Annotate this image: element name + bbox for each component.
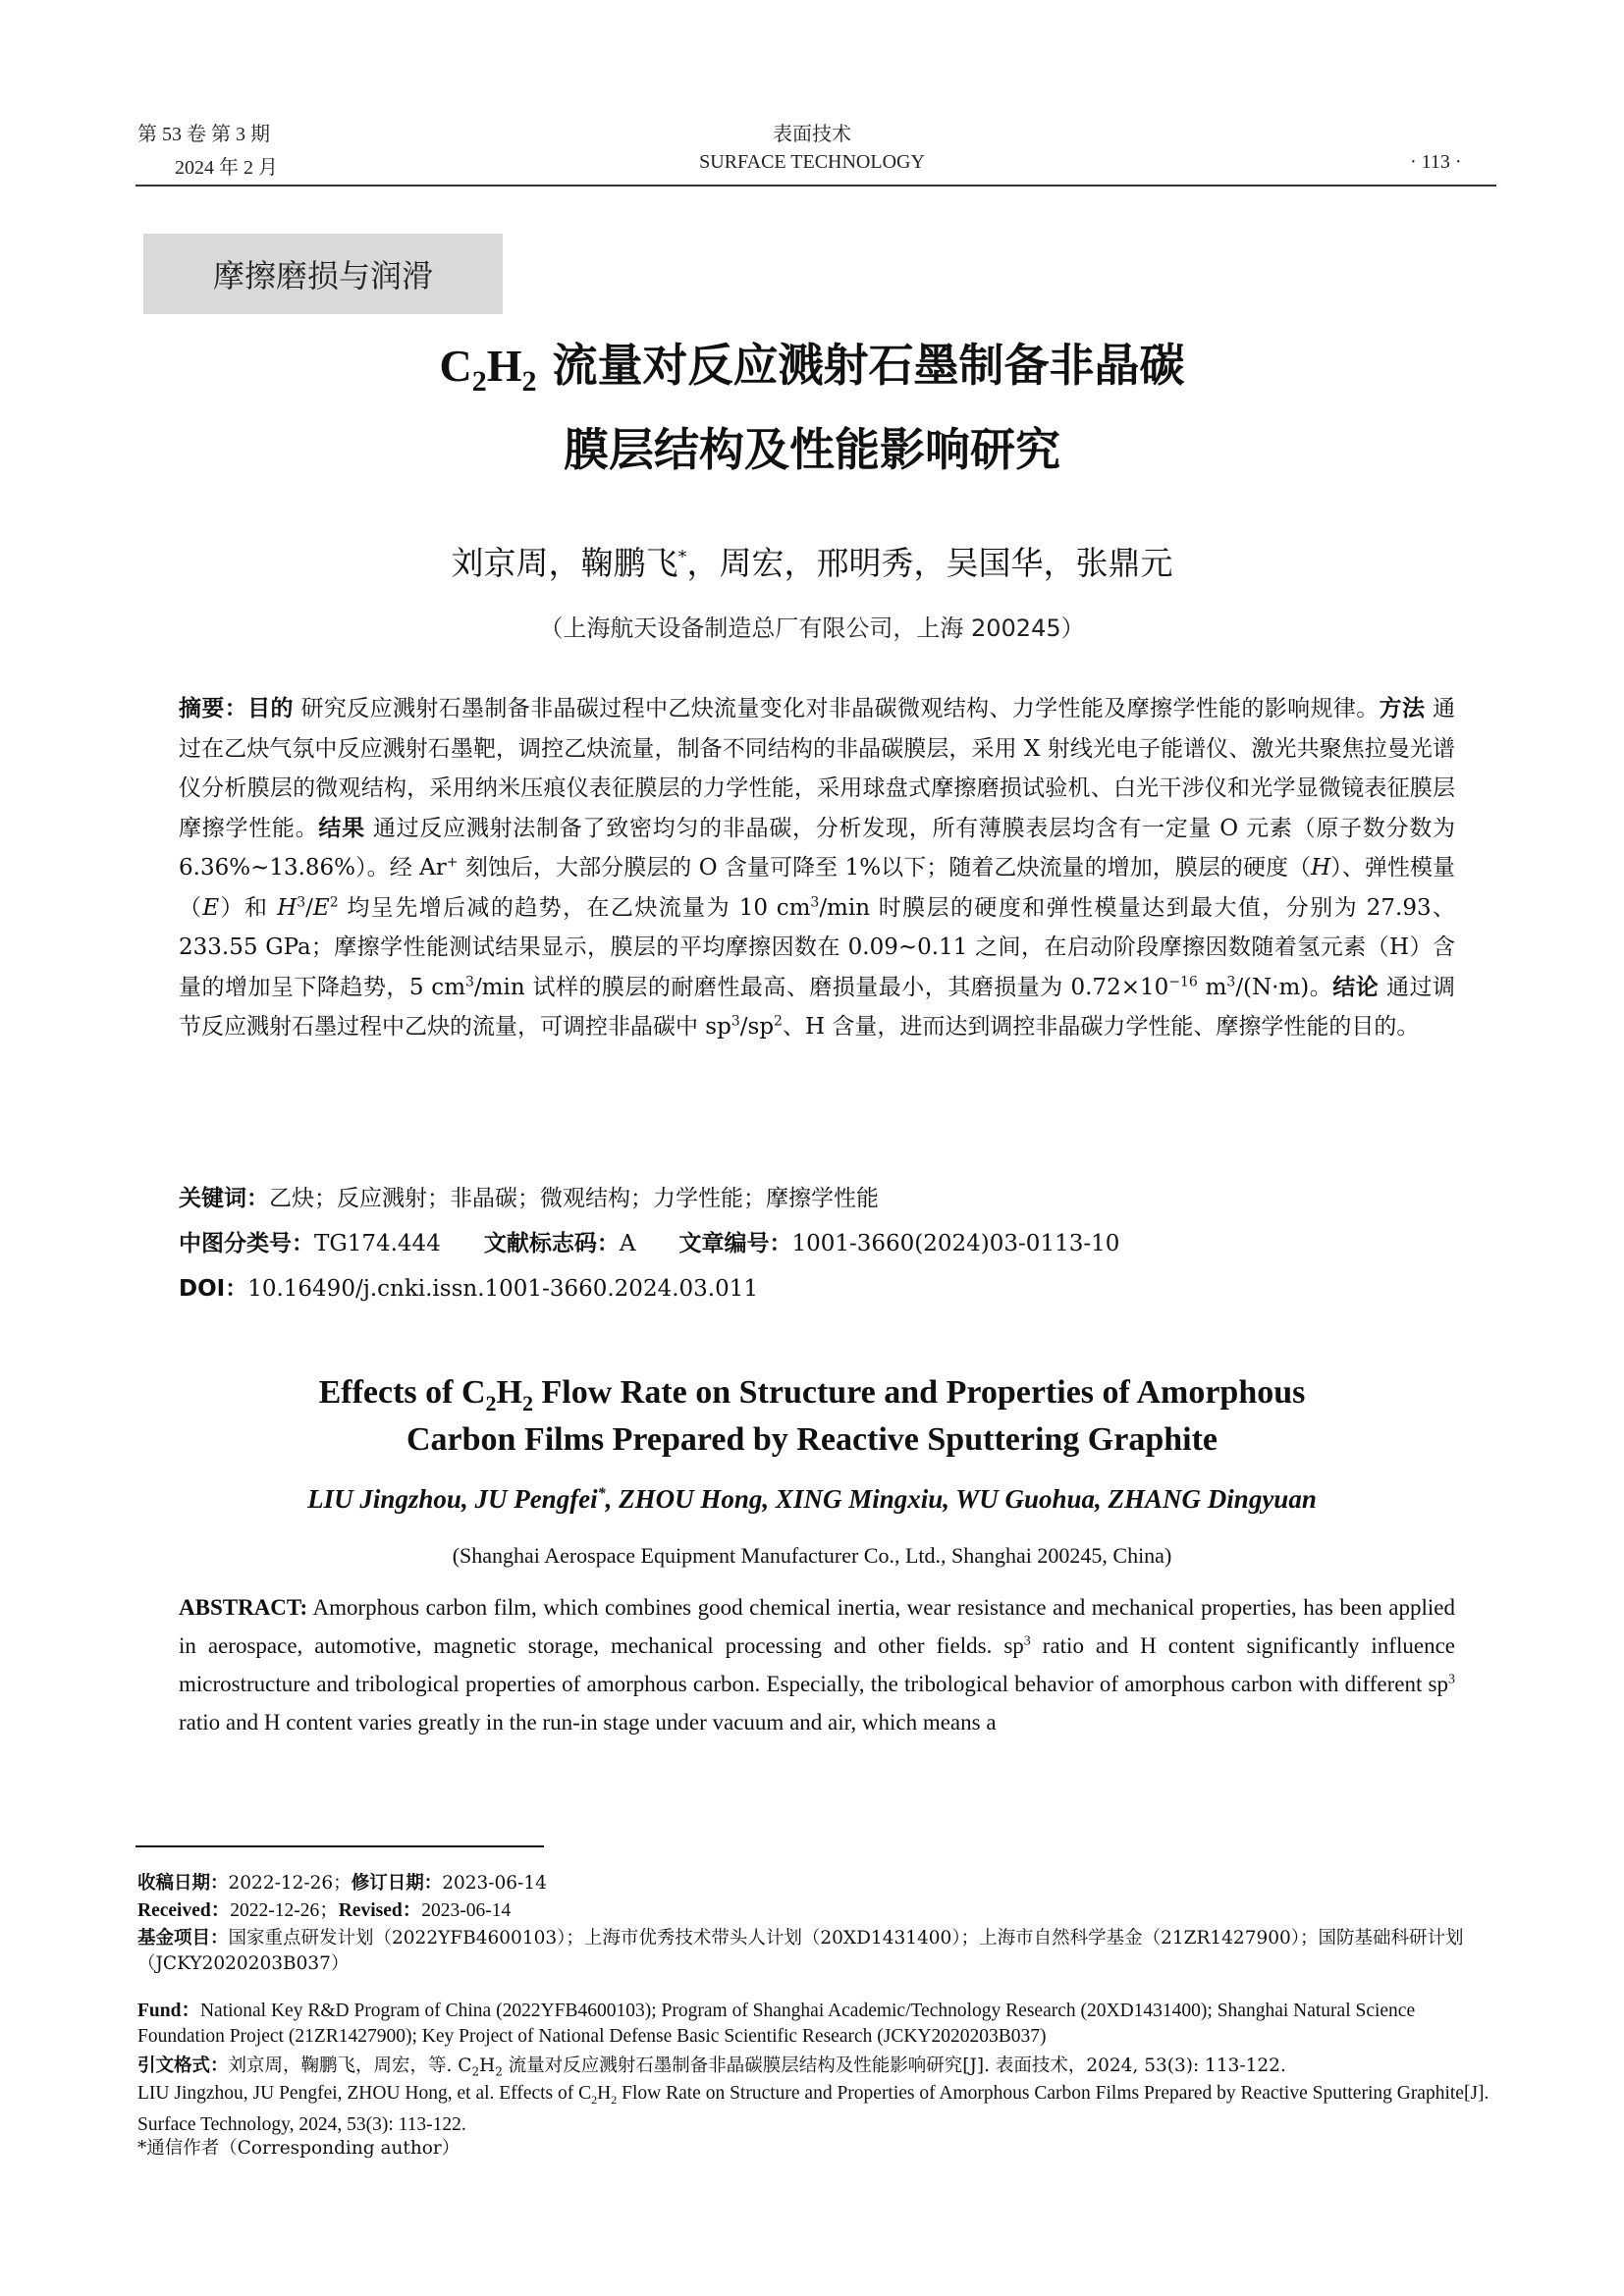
footnote-citation-en: [137, 2081, 1502, 2138]
fn-value: 2022-12-26；: [228, 1873, 352, 1894]
authors-en-part1: LIU Jingzhou, JU Pengfei: [307, 1484, 598, 1514]
fn-label: 引文格式：: [137, 2056, 229, 2076]
abstract-en-sup: 3: [1448, 1672, 1455, 1687]
abstract-purpose: 研究反应溅射石墨制备非晶碳过程中乙炔流量变化对非晶碳微观结构、力学性能及摩擦学性能的影响规律。: [293, 696, 1380, 721]
title-zh-formula-h-sub: 2: [521, 365, 537, 399]
header-volume: 第 53 卷 第 3 期: [137, 124, 270, 145]
fn-value: National Key R&D Program of China (2022YFB4600103); Program of Shanghai Academic/Technology Research (20XD1431400); Shanghai Natural Science Foundation Project (21ZR1427900); Key Project of National Defense Basic Scientific Research (JCKY2020203B037): [137, 2001, 1416, 2047]
abstract-sup: +: [446, 854, 459, 871]
doi-value[interactable]: 10.16490/j.cnki.issn.1001-3660.2024.03.011: [247, 1276, 758, 1302]
fn-value: 国家重点研发计划（2022YFB4600103）；上海市优秀技术带头人计划（20XD1431400）；上海市自然科学基金（21ZR1427900）；国防基础科研计划（JCKY2020203B037）: [137, 1928, 1464, 1974]
affiliation-zh: （上海航天设备制造总厂有限公司，上海 200245）: [539, 614, 1085, 642]
abstract-en-label: ABSTRACT:: [179, 1595, 308, 1620]
abstract-method: 通过在乙炔气氛中反应溅射石墨靶，调控乙炔流量，制备不同结构的非晶碳膜层，采用 X 射线光电子能谱仪、激光共聚焦拉曼光谱仪分析膜层的微观结构，采用纳米压痕仪表征膜层的力学性能，采用球盘式摩擦磨损试验机、白光干涉仪和光学显微镜表征膜层摩擦学性能。: [179, 696, 1456, 841]
title-zh-formula-c: C: [439, 341, 472, 391]
title-zh-line2: 膜层结构及性能影响研究: [564, 423, 1060, 476]
abstract-conclusion-label: 结论: [1332, 974, 1380, 1000]
abstract-en-text: ratio and H content varies greatly in the run-in stage under vacuum and air, which means a: [179, 1710, 997, 1735]
title-en-part: Flow Rate on Structure and Properties of Amorphous: [533, 1374, 1306, 1411]
fn-value: H: [597, 2083, 612, 2104]
keywords: [179, 1180, 879, 1212]
keywords-label: 关键词：: [179, 1186, 269, 1211]
authors-zh-part1: 刘京周，鞠鹏飞: [451, 544, 678, 582]
clc-value: TG174.444: [314, 1231, 441, 1256]
doi: [179, 1270, 758, 1303]
corresponding-mark: *: [677, 547, 687, 567]
classification: [179, 1225, 1119, 1257]
abstract-en-text: Amorphous carbon film, which combines good chemical inertia, wear resistance and mechanical properties, has been applied in aerospace, automotive, magnetic storage, mechanical processing and other fields. sp: [179, 1595, 1455, 1658]
title-zh-formula-c-sub: 2: [471, 365, 487, 399]
article-number-value: 1001-3660(2024)03-0113-10: [791, 1231, 1120, 1256]
header-journal-zh: 表面技术: [773, 124, 851, 145]
authors-zh-part2: ，周宏，邢明秀，吴国华，张鼎元: [686, 544, 1173, 582]
fn-label: 基金项目：: [137, 1928, 229, 1949]
abstract-result-text: 通过反应溅射法制备了致密均匀的非晶碳，分析发现，所有薄膜表层均含有一定量 O 元素（原子数分数为 6.36%~13.86%）。经 Ar: [179, 815, 1456, 881]
title-zh-line1-text: 流量对反应溅射石墨制备非晶碳: [536, 339, 1185, 392]
title-en-line1: [0, 1374, 1624, 1416]
fn-label: 收稿日期：: [137, 1873, 229, 1894]
doi-label: DOI：: [179, 1276, 248, 1302]
symbol-modulus: E: [202, 894, 220, 921]
abstract-conclusion: /sp: [739, 1014, 775, 1040]
symbol-hardness: H: [1311, 855, 1331, 881]
authors-zh: [0, 538, 1624, 584]
abstract-result-text: /min 试样的膜层的耐磨性最高、磨损量最小，其磨损量为 0.72×10: [473, 974, 1169, 1000]
abstract-conclusion: 通过调节反应溅射石墨过程中乙炔的流量，可调控非晶碳中 sp: [179, 974, 1455, 1040]
section-tag: 摩擦磨损与润滑: [143, 234, 503, 314]
footnote-corresponding: *通信作者（Corresponding author）: [137, 2138, 460, 2159]
authors-en: [0, 1484, 1624, 1515]
abstract-result-text: /(N·m)。: [1235, 974, 1333, 1000]
article-number-label: 文章编号：: [678, 1231, 792, 1256]
abstract-result-text: m: [1197, 974, 1227, 1000]
abstract-en: [179, 1588, 1455, 1741]
clc-label: 中图分类号：: [179, 1231, 314, 1256]
fn-value: H: [479, 2056, 496, 2076]
fn-value: 2023-06-14: [442, 1873, 547, 1894]
fn-sub: 2: [591, 2092, 598, 2107]
title-zh-formula-h: H: [486, 341, 522, 391]
fn-value: 流量对反应溅射石墨制备非晶碳膜层结构及性能影响研究[J]. 表面技术，2024, 53(3): 113-122.: [502, 2056, 1286, 2076]
abstract-sup: 2: [774, 1013, 783, 1030]
fn-sub: 2: [611, 2092, 618, 2107]
footnote-received-zh: [137, 1871, 1502, 1896]
title-en-part: H: [496, 1374, 522, 1411]
header-journal-en: SURFACE TECHNOLOGY: [699, 151, 925, 173]
abstract-result-text: ）和: [219, 894, 278, 921]
footnote-fund-en: [137, 1999, 1502, 2049]
fn-sub: 2: [495, 2064, 503, 2079]
footnote-fund-zh: [137, 1926, 1502, 1976]
fn-label: Received：: [137, 1900, 231, 1921]
abstract-conclusion: 、H 含量，进而达到调控非晶碳力学性能、摩擦学性能的目的。: [782, 1014, 1420, 1040]
title-en-part: Effects of C: [318, 1374, 486, 1411]
abstract-method-label: 方法: [1379, 696, 1426, 721]
fn-value: 2022-12-26；: [230, 1900, 339, 1921]
corresponding-mark-en: *: [597, 1485, 606, 1502]
footnote-received-en: [137, 1898, 1502, 1924]
fn-label: Revised：: [338, 1900, 422, 1921]
header-page-number: · 113 ·: [1410, 151, 1462, 173]
header-rule: [135, 185, 1496, 187]
abstract-result-text: /min 时膜层的硬度和弹性模量达到最大值，分别为 27.93、233.55 GPa；摩擦学性能测试结果显示，膜层的平均摩擦因数在 0.09~0.11 之间，在启动阶段摩擦因数随着氢元素（H）含量的增加呈下降趋势，5 cm: [179, 894, 1456, 1000]
abstract-sup: 3: [1226, 973, 1236, 989]
abstract-zh-label: 摘要：: [179, 696, 248, 721]
doc-code-value: A: [619, 1231, 636, 1256]
header-date: 2024 年 2 月: [175, 157, 278, 179]
footnote-rule: [135, 1845, 544, 1847]
abstract-result-text: /: [305, 894, 313, 921]
abstract-sup: 3: [465, 973, 474, 989]
fn-sub: 2: [471, 2064, 480, 2079]
fn-value: 2023-06-14: [421, 1900, 512, 1921]
abstract-en-sup: 3: [1023, 1633, 1031, 1649]
title-en-line2: Carbon Films Prepared by Reactive Sputtering Graphite: [406, 1421, 1218, 1458]
abstract-result-text: 刻蚀后，大部分膜层的 O 含量可降至 1%以下；随着乙炔流量的增加，膜层的硬度（: [458, 855, 1312, 881]
title-en-sub: 2: [485, 1390, 497, 1415]
fn-label: 修订日期：: [351, 1873, 443, 1894]
abstract-sup: 3: [810, 893, 820, 910]
doc-code-label: 文献标志码：: [483, 1231, 620, 1256]
fn-value: LIU Jingzhou, JU Pengfei, ZHOU Hong, et al. Effects of C: [137, 2083, 592, 2104]
title-zh-line1: [0, 330, 1624, 399]
abstract-result-text: 均呈先增后减的趋势，在乙炔流量为 10 cm: [338, 894, 811, 921]
fn-value: Flow Rate on Structure and Properties of Amorphous Carbon Films Prepared by Reactive Sputtering Graphite[J]. Surface Technology, 2024, 53(3): 113-122.: [137, 2083, 1489, 2136]
abstract-zh: [179, 689, 1455, 1047]
symbol-hardness: H: [277, 894, 298, 921]
abstract-sup: 3: [731, 1013, 740, 1030]
affiliation-en: (Shanghai Aerospace Equipment Manufacturer Co., Ltd., Shanghai 200245, China): [452, 1543, 1172, 1568]
authors-en-part2: , ZHOU Hong, XING Mingxiu, WU Guohua, ZHANG Dingyuan: [605, 1484, 1317, 1514]
fn-label: Fund：: [137, 2001, 200, 2021]
abstract-en-text: ratio and H content significantly influence microstructure and tribological properties of amorphous carbon. Especially, the tribological behavior of amorphous carbon with different sp: [179, 1633, 1455, 1696]
abstract-sup: 3: [297, 893, 306, 910]
abstract-sup: −16: [1168, 973, 1198, 989]
fn-value: 刘京周，鞠鹏飞，周宏，等. C: [228, 2056, 472, 2076]
symbol-modulus: E: [312, 894, 330, 921]
abstract-result-label: 结果: [318, 815, 365, 841]
abstract-purpose-label: 目的: [247, 696, 294, 721]
abstract-sup: 2: [329, 893, 339, 910]
keywords-value: 乙炔；反应溅射；非晶碳；微观结构；力学性能；摩擦学性能: [269, 1186, 879, 1211]
abstract-result-text: ）、弹性模量（: [179, 855, 1456, 921]
title-en-sub: 2: [522, 1390, 533, 1415]
